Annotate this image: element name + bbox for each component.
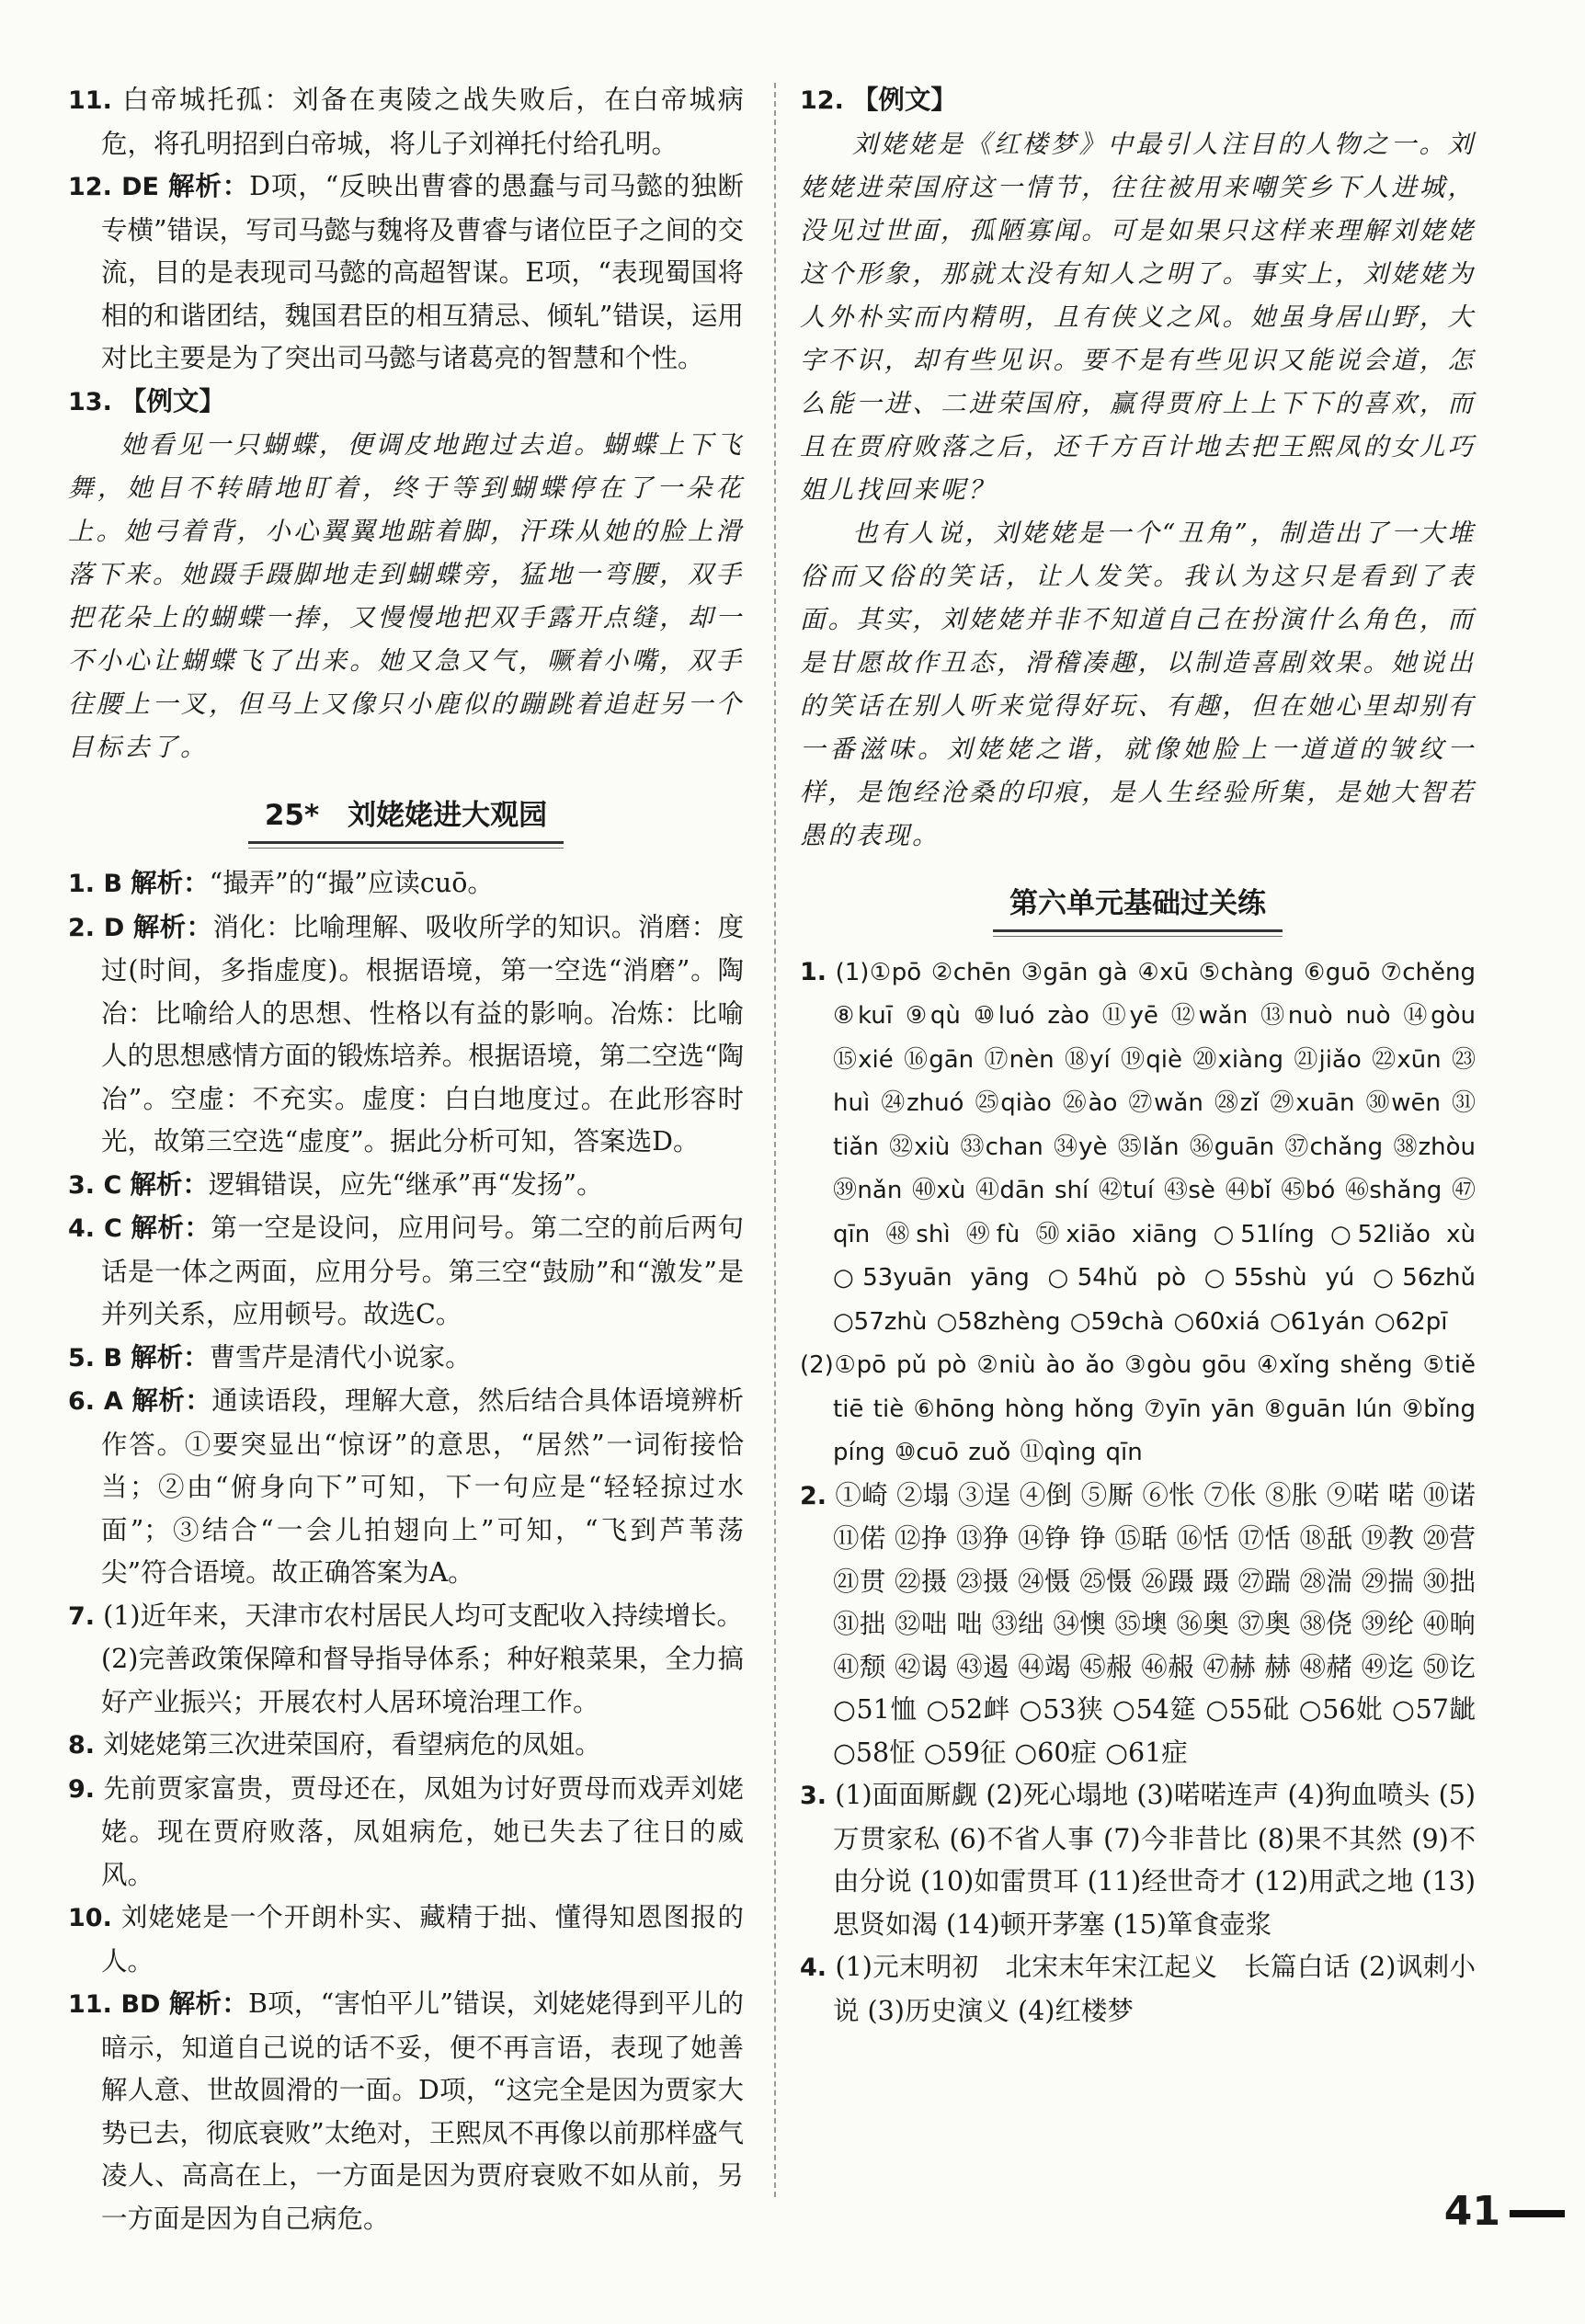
answer-text: 曹雪芹是清代小说家。	[209, 1341, 472, 1373]
page-number: 41	[1443, 2188, 1500, 2235]
answer-text: (2)①pō pǔ pò ②niù ào ǎo ③gòu gōu ④xǐng shěng ⑤tiě tiē tiè ⑥hōng hòng hǒng ⑦yīn yān ⑧guān lún ⑨bǐng píng ⑩cuō zuǒ ⑪qìng qīn	[800, 1351, 1476, 1466]
answer-text: 第一空是设问，应用问号。第二空的前后两句话是一体之两面，应用分号。第三空“鼓励”和“激发”是并列关系，应用顿号。故选C。	[101, 1213, 744, 1329]
item-number: 8.	[68, 1731, 96, 1760]
answer-text: 通读语段，理解大意，然后结合具体语境辨析作答。①要突显出“惊讶”的意思，“居然”一词衔接恰当；②由“俯身向下”可知，下一句应是“轻轻掠过水面”；③结合“一会儿拍翅向上”可知，“飞到芦苇荡尖”符合语境。故正确答案为A。	[101, 1385, 744, 1588]
answer-item	[68, 165, 744, 381]
item-number: 12.	[800, 86, 844, 115]
item-number: 3. C	[68, 1170, 122, 1200]
answer-item	[68, 1768, 744, 1897]
answer-item	[68, 862, 744, 906]
answer-text: ①崎 ②塌 ③逞 ④倒 ⑤厮 ⑥怅 ⑦伥 ⑧胀 ⑨喏 喏 ⑩诺 ⑪偌 ⑫挣 ⑬狰 ⑭铮 铮 ⑮聒 ⑯恬 ⑰恬 ⑱舐 ⑲教 ⑳营 ㉑贯 ㉒摄 ㉓摄 ㉔慑 ㉕慑 ㉖蹑 蹑 ㉗踹 ㉘湍 ㉙揣 ㉚拙 ㉛拙 ㉜咄 咄 ㉝绌 ㉞懊 ㉟墺 ㊱奥 ㊲奥 ㊳侥 ㊴纶 ㊵晌 ㊶颓 ㊷谒 ㊸遏 ㊹竭 ㊺赧 ㊻赧 ㊼赫 赫 ㊽赭 ㊾迄 ㊿讫 ○51恤 ○52衅 ○53狭 ○54筵 ○55砒 ○56妣 ○57龇 ○58怔 ○59征 ○60症 ○61症	[833, 1479, 1476, 1768]
answer-text: (1)近年来，天津市农村居民人均可支配收入持续增长。	[103, 1600, 743, 1631]
analysis-label: 解析：	[168, 1988, 248, 2019]
item-number: 12. DE	[68, 173, 159, 201]
answer-item	[68, 1638, 744, 1724]
answer-text: 刘姥姥第三次进荣国府，看望病危的凤姐。	[103, 1729, 601, 1760]
answer-text: (1)元末明初 北宋末年宋江起义 长篇白话 (2)讽刺小说 (3)历史演义 (4)红楼梦	[833, 1952, 1476, 2026]
example-tag: 【例文】	[851, 85, 957, 115]
answer-item	[800, 951, 1476, 1344]
analysis-label: 解析：	[131, 1213, 211, 1243]
analysis-label: 解析：	[132, 911, 213, 942]
item-number: 2. D	[68, 913, 125, 942]
essay-paragraph	[800, 512, 1476, 858]
analysis-label: 解析：	[131, 1341, 210, 1373]
section-heading-wrap	[800, 883, 1476, 932]
item-number: 5. B	[68, 1343, 123, 1373]
answer-text: 逻辑错误，应先“继承”再“发扬”。	[208, 1168, 603, 1200]
answer-text: 白帝城托孤：刘备在夷陵之战失败后，在白帝城病危，将孔明招到白帝城，将儿子刘禅托付给孔明。	[101, 85, 744, 159]
item-number: 9.	[68, 1774, 96, 1804]
item-number: 4. C	[68, 1214, 122, 1243]
right-column	[800, 79, 1476, 2033]
item-number: 10.	[68, 1904, 112, 1932]
page-number-bar	[1510, 2210, 1565, 2217]
answer-text: “撮弄”的“撮”应读cuō。	[209, 868, 494, 898]
item-number: 6. A	[68, 1387, 123, 1416]
answer-text: D项，“反映出曹睿的愚蠢与司马懿的独断专横”错误，写司马懿与魏将及曹睿与诸位臣子之间的交流，目的是表现司马懿的高超智谋。E项，“表现蜀国将相的和谐团结，魏国君臣的相互猜忌、倾轧”错误，运用对比主要是为了突出司马懿与诸葛亮的智慧和个性。	[101, 171, 745, 373]
section-heading: 25* 刘姥姥进大观园	[248, 795, 564, 844]
answer-item	[68, 1337, 744, 1381]
answer-item	[800, 1946, 1476, 2033]
section-heading-wrap	[68, 795, 744, 844]
answer-item	[68, 1164, 744, 1208]
answer-item	[800, 1343, 1476, 1475]
answer-text: (1)①pō ②chēn ③gān gà ④xū ⑤chàng ⑥guō ⑦chěng ⑧kuī ⑨qù ⑩luó zào ⑪yē ⑫wǎn ⑬nuò nuò ⑭gòu ⑮xié ⑯gān ⑰nèn ⑱yí ⑲qiè ⑳xiàng ㉑jiǎo ㉒xūn ㉓huì ㉔zhuó ㉕qiào ㉖ào ㉗wǎn ㉘zǐ ㉙xuān ㉚wēn ㉛tiǎn ㉜xiù ㉝chan ㉞yè ㉟lǎn ㊱guān ㊲chǎng ㊳zhòu ㊴nǎn ㊵xù ㊶dān shí ㊷tuí ㊸sè ㊹bǐ ㊺bó ㊻shǎng ㊼qīn ㊽shì ㊾fù ㊿xiāo xiāng ○51líng ○52liǎo xù ○53yuān yāng ○54hǔ pò ○55shù yú ○56zhǔ ○57zhù ○58zhèng ○59chà ○60xiá ○61yán ○62pī	[833, 958, 1476, 1336]
answer-item	[68, 1897, 744, 1983]
analysis-label: 解析：	[130, 1168, 209, 1200]
left-column	[68, 79, 744, 2240]
answer-item	[68, 1207, 744, 1337]
answer-item	[68, 906, 744, 1164]
answer-text: (1)面面厮觑 (2)死心塌地 (3)喏喏连声 (4)狗血喷头 (5)万贯家私 (6)不省人事 (7)今非昔比 (8)果不其然 (9)不由分说 (10)如雷贯耳 (11)经世奇才 (12)用武之地 (13)思贤如渴 (14)顿开茅塞 (15)箪食壶浆	[833, 1780, 1476, 1940]
item-number: 2.	[800, 1481, 827, 1510]
answer-text: 刘姥姥是《红楼梦》中最引人注目的人物之一。刘姥姥进荣国府这一情节，往往被用来嘲笑乡下人进城，没见过世面，孤陋寡闻。可是如果只这样来理解刘姥姥这个形象，那就太没有知人之明了。事实上，刘姥姥为人外朴实而内精明，且有侠义之风。她虽身居山野，大字不识，却有些见识。要不是有些见识又能说会道，怎么能一进、二进荣国府，赢得贾府上上下下的喜欢，而且在贾府败落之后，还千方百计地去把王熙凤的女儿巧姐儿找回来呢？	[800, 129, 1476, 505]
analysis-label: 解析：	[167, 171, 250, 201]
essay-paragraph	[68, 424, 744, 769]
answer-text: 她看见一只蝴蝶，便调皮地跑过去追。蝴蝶上下飞舞，她目不转睛地盯着，终于等到蝴蝶停在了一朵花上。她弓着背，小心翼翼地踮着脚，汗珠从她的脸上滑落下来。她蹑手蹑脚地走到蝴蝶旁，猛地一弯腰，双手把花朵上的蝴蝶一捧，又慢慢地把双手露开点缝，却一不小心让蝴蝶飞了出来。她又急又气，噘着小嘴，双手往腰上一叉，但马上又像只小鹿似的蹦跳着追赶另一个目标去了。	[68, 430, 744, 762]
answer-item	[68, 1380, 744, 1595]
item-number: 1. B	[68, 870, 123, 898]
item-number: 4.	[800, 1954, 827, 1982]
analysis-label: 解析：	[131, 1385, 212, 1416]
answer-text: 先前贾家富贵，贾母还在，凤姐为讨好贾母而戏弄刘姥姥。现在贾府败落，凤姐病危，她已失去了往日的威风。	[101, 1772, 744, 1890]
answer-item	[68, 79, 744, 165]
answer-item	[800, 1774, 1476, 1946]
column-divider	[774, 83, 776, 2197]
answer-text: 也有人说，刘姥姥是一个“丑角”，制造出了一大堆俗而又俗的笑话，让人发笑。我认为这只是看到了表面。其实，刘姥姥并非不知道自己在扮演什么角色，而是甘愿故作丑态，滑稽凑趣，以制造喜剧效果。她说出的笑话在别人听来觉得好玩、有趣，但在她心里却别有一番滋味。刘姥姥之谐，就像她脸上一道道的皱纹一样，是饱经沧桑的印痕，是人生经验所集，是她大智若愚的表现。	[800, 518, 1476, 850]
answer-item	[68, 1595, 744, 1639]
answer-item	[68, 381, 744, 425]
answer-text: (2)完善政策保障和督导指导体系；种好粮菜果，全力搞好产业振兴；开展农村人居环境治理工作。	[101, 1644, 744, 1717]
section-heading: 第六单元基础过关练	[993, 883, 1283, 932]
example-tag: 【例文】	[120, 385, 225, 416]
item-number: 1.	[800, 957, 827, 986]
item-number: 11.	[68, 86, 112, 115]
essay-paragraph	[800, 123, 1476, 512]
answer-item	[68, 1724, 744, 1768]
answer-item	[68, 1983, 744, 2240]
analysis-label: 解析：	[131, 868, 210, 898]
answer-item	[800, 79, 1476, 123]
item-number: 13.	[68, 387, 112, 416]
item-number: 7.	[68, 1601, 96, 1631]
answer-text: 刘姥姥是一个开朗朴实、藏精于拙、懂得知恩图报的人。	[101, 1902, 744, 1977]
answer-text: B项，“害怕平儿”错误，刘姥姥得到平儿的暗示，知道自己说的话不妥，便不再言语，表现了她善解人意、世故圆滑的一面。D项，“这完全是因为贾家大势已去，彻底衰败”太绝对，王熙凤不再像以前那样盛气凌人、高高在上，一方面是因为贾府衰败不如从前，另一方面是因为自己病危。	[101, 1988, 744, 2234]
answer-item	[800, 1475, 1476, 1775]
item-number: 11. BD	[68, 1990, 161, 2019]
answer-text: 消化：比喻理解、吸收所学的知识。消磨：度过(时间，多指虚度)。根据语境，第一空选“消磨”。陶冶：比喻给人的思想、性格以有益的影响。冶炼：比喻人的思想感情方面的锻炼培养。根据语境，第二空选“陶冶”。空虚：不充实。虚度：白白地度过。在此形容时光，故第三空选“虚度”。据此分析可知，答案选D。	[101, 911, 744, 1156]
item-number: 3.	[800, 1782, 827, 1810]
